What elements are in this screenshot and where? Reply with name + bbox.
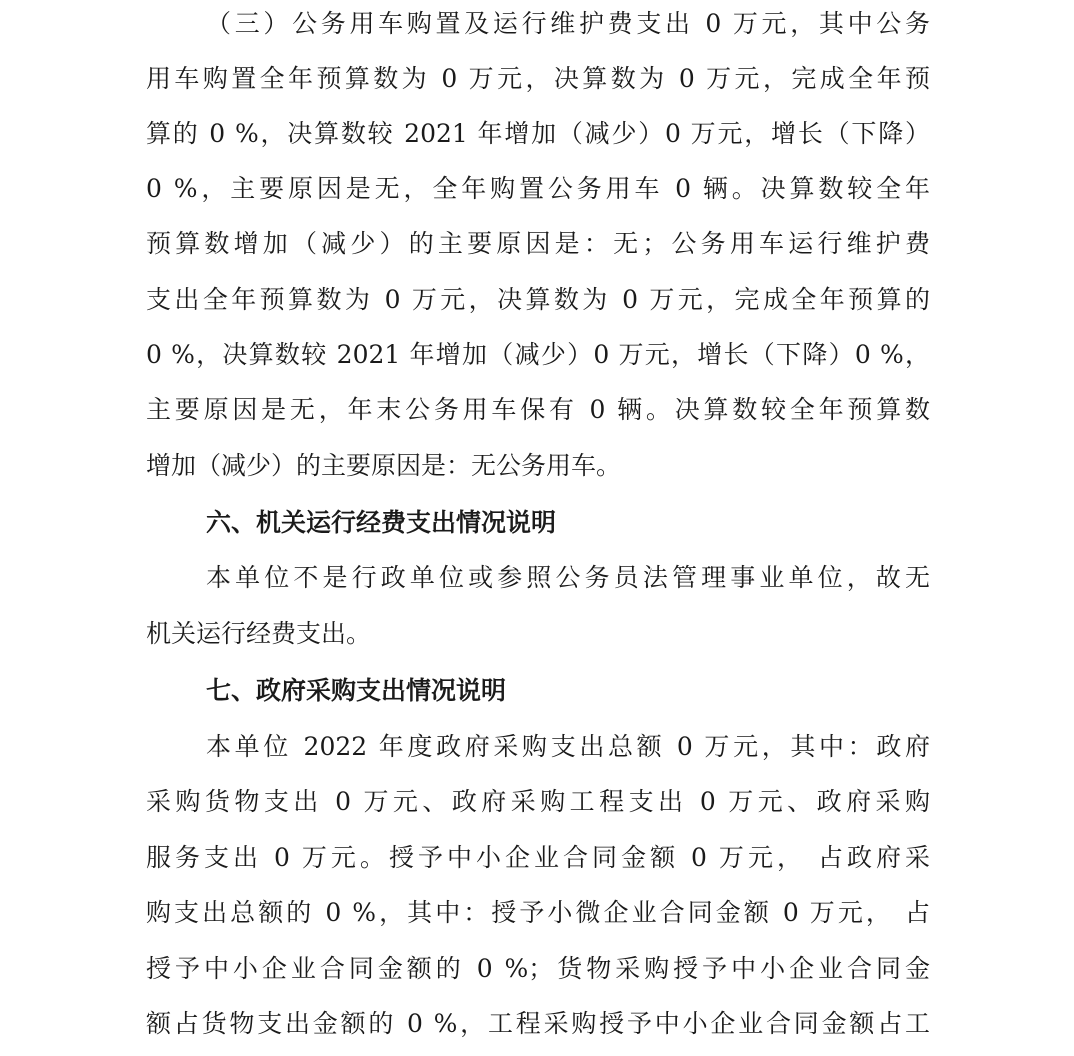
paragraph-line: 机关运行经费支出。 <box>146 619 372 648</box>
paragraph-line: 购支出总额的 0 %，其中：授予小微企业合同金额 0 万元， 占 <box>146 898 930 927</box>
paragraph-line: 算的 0 %，决算数较 2021 年增加（减少）0 万元，增长（下降） <box>146 119 930 148</box>
paragraph-line: 预算数增加（减少）的主要原因是：无；公务用车运行维护费 <box>146 229 930 258</box>
section-heading: 六、机关运行经费支出情况说明 <box>206 508 557 537</box>
paragraph-line: （三）公务用车购置及运行维护费支出 0 万元，其中公务 <box>206 9 930 38</box>
paragraph-line: 授予中小企业合同金额的 0 %；货物采购授予中小企业合同金 <box>146 954 930 983</box>
section-heading: 七、政府采购支出情况说明 <box>206 676 507 705</box>
paragraph-line: 主要原因是无，年末公务用车保有 0 辆。决算数较全年预算数 <box>146 395 930 424</box>
paragraph-line: 采购货物支出 0 万元、政府采购工程支出 0 万元、政府采购 <box>146 787 930 816</box>
paragraph-line: 服务支出 0 万元。授予中小企业合同金额 0 万元， 占政府采 <box>146 843 930 872</box>
paragraph-line: 额占货物支出金额的 0 %，工程采购授予中小企业合同金额占工 <box>146 1009 930 1038</box>
paragraph-line: 本单位不是行政单位或参照公务员法管理事业单位，故无 <box>206 563 930 592</box>
paragraph-line: 0 %，决算数较 2021 年增加（减少）0 万元，增长（下降）0 %， <box>146 340 930 369</box>
paragraph-line: 用车购置全年预算数为 0 万元，决算数为 0 万元，完成全年预 <box>146 64 930 93</box>
paragraph-line: 增加（减少）的主要原因是：无公务用车。 <box>146 451 622 480</box>
paragraph-line: 0 %，主要原因是无，全年购置公务用车 0 辆。决算数较全年 <box>146 174 930 203</box>
paragraph-line: 支出全年预算数为 0 万元，决算数为 0 万元，完成全年预算的 <box>146 285 930 314</box>
paragraph-line: 本单位 2022 年度政府采购支出总额 0 万元，其中：政府 <box>206 732 930 761</box>
